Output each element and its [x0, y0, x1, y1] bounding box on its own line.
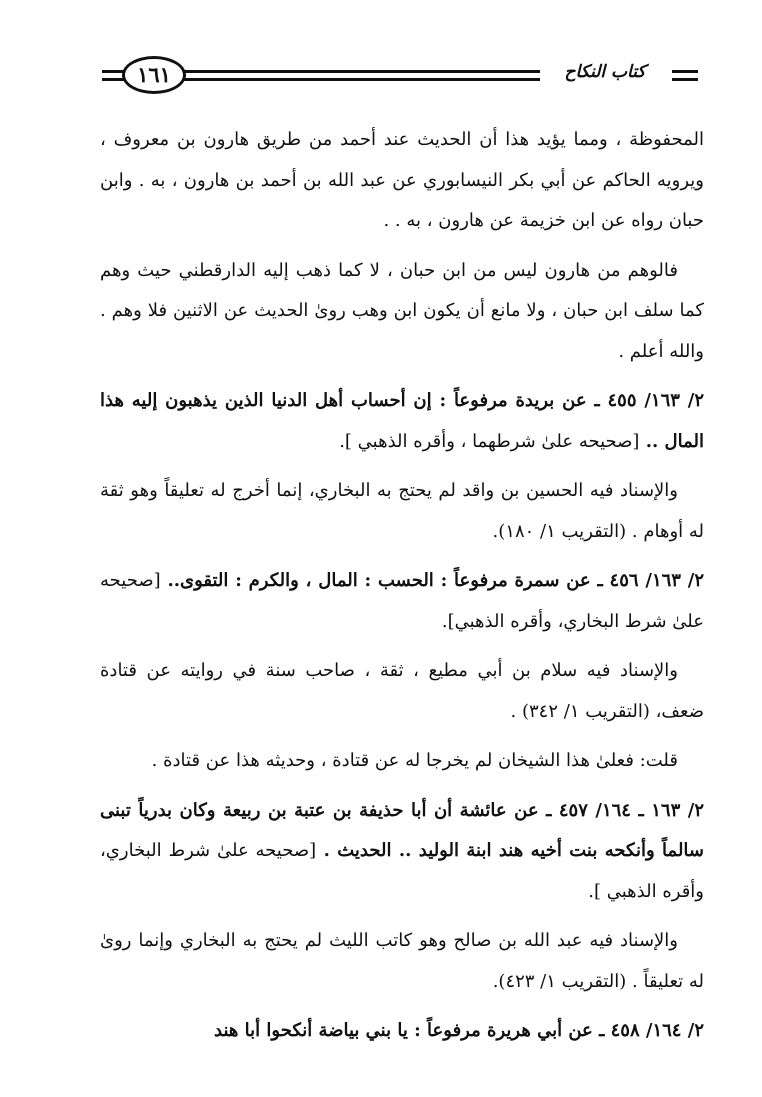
paragraph-text: والإسناد فيه سلام بن أبي مطيع ، ثقة ، صاحب سنة في روايته عن قتادة ضعف، (التقريب ١/ ٣٤٢) . [100, 660, 704, 722]
book-title: كتاب النكاح [540, 60, 670, 84]
hadith-text: ٢/ ١٦٣/ ٤٥٥ ـ عن بريدة مرفوعاً : إن أحساب أهل الدنيا الذين يذهبون إليه هذا المال .. [100, 390, 705, 452]
page-body [100, 120, 704, 1061]
paragraph-text: قلت: فعلىٰ هذا الشيخان لم يخرجا له عن قتادة ، وحديثه هذا عن قتادة . [151, 750, 678, 771]
commentary-paragraph [100, 251, 704, 373]
page-number: ١٦١ [122, 56, 186, 94]
hadith-text: ٢/ ١٦٣ ـ ١٦٤/ ٤٥٧ ـ عن عائشة أن أبا حذيفة بن عتبة بن ربيعة وكان بدرياً تبنى سالماً وأنكحه بنت أخيه هند ابنة الوليد .. الحديث . [100, 799, 705, 861]
header-rule [102, 70, 124, 73]
hadith-entry [100, 1011, 704, 1052]
hadith-entry [100, 381, 704, 462]
commentary-paragraph [100, 651, 704, 732]
hadith-grading: [صحيحه علىٰ شرطهما ، وأقره الذهبي ]. [339, 430, 640, 452]
hadith-grading: [صحيحه علىٰ شرط البخاري، وأقره الذهبي ]. [100, 840, 704, 902]
hadith-text: ٢/ ١٦٤/ ٤٥٨ ـ عن أبي هريرة مرفوعاً : يا بني بياضة أنكحوا أبا هند [214, 1020, 704, 1041]
commentary-paragraph [100, 921, 704, 1002]
commentary-paragraph [100, 120, 704, 242]
commentary-paragraph [100, 471, 704, 552]
paragraph-text: فالوهم من هارون ليس من ابن حبان ، لا كما ذهب إليه الدارقطني حيث وهم كما سلف ابن حبان ، ولا مانع أن يكون ابن وهب روىٰ الحديث عن الاثنين فلا وهم . والله أعلم . [100, 259, 704, 362]
hadith-entry [100, 561, 704, 642]
paragraph-text: والإسناد فيه عبد الله بن صالح وهو كاتب الليث لم يحتج به البخاري وإنما روىٰ له تعليقاً . (التقريب ١/ ٤٢٣). [100, 930, 704, 992]
hadith-entry [100, 791, 704, 913]
paragraph-text: المحفوظة ، ومما يؤيد هذا أن الحديث عند أحمد من طريق هارون بن معروف ، ويرويه الحاكم عن أبي بكر النيسابوري عن عبد الله بن أحمد بن هارون ، به . وابن حبان رواه عن ابن خزيمة عن هارون ، به . . [100, 129, 704, 231]
header-rule [102, 78, 124, 81]
header-rule [672, 70, 698, 73]
commentary-paragraph [100, 741, 704, 782]
header-rule [672, 78, 698, 81]
hadith-text: ٢/ ١٦٣/ ٤٥٦ ـ عن سمرة مرفوعاً : الحسب : المال ، والكرم : التقوى.. [167, 570, 705, 591]
hadith-grading: [صحيحه علىٰ شرط البخاري، وأقره الذهبي]. [100, 570, 704, 632]
page-header [0, 48, 762, 108]
paragraph-text: والإسناد فيه الحسين بن واقد لم يحتج به البخاري، إنما أخرج له تعليقاً وهو ثقة له أوهام . (التقريب ١/ ١٨٠). [100, 480, 704, 542]
